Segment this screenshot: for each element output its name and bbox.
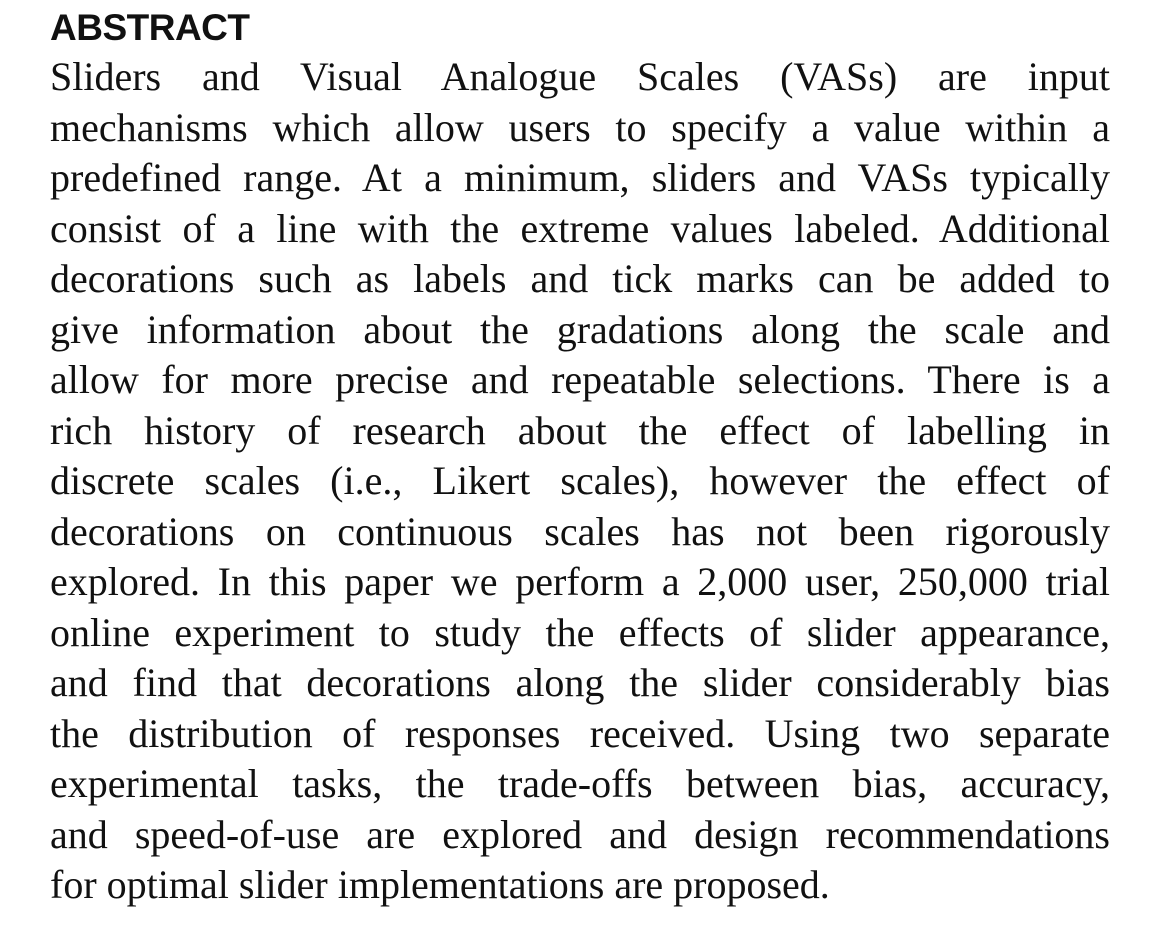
abstract-line: online experiment to study the effects of slider appearance, (50, 609, 1110, 655)
abstract-line: rich history of research about the effect of labelling in (50, 407, 1110, 453)
abstract-line: consist of a line with the extreme values labeled. Additional (50, 205, 1110, 251)
abstract-line: allow for more precise and repeatable selections. There is a (50, 357, 1110, 402)
abstract-line: for optimal slider implementations are proposed. (50, 862, 830, 907)
abstract-body (50, 52, 1110, 911)
abstract-line: give information about the gradations along the scale and (50, 306, 1110, 352)
abstract-line: mechanisms which allow users to specify a value within a (50, 104, 1110, 150)
abstract-line: explored. In this paper we perform a 2,000 user, 250,000 trial (50, 559, 1110, 604)
abstract-line: decorations on continuous scales has not been rigorously (50, 508, 1110, 554)
abstract-line: the distribution of responses received. Using two separate (50, 710, 1110, 756)
section-heading: ABSTRACT (50, 7, 250, 48)
abstract-line: and find that decorations along the slider considerably bias (50, 660, 1110, 705)
abstract-line: Sliders and Visual Analogue Scales (VASs) are input (50, 54, 1110, 99)
abstract-line: predefined range. At a minimum, sliders and VASs typically (50, 155, 1110, 200)
abstract-line: decorations such as labels and tick marks can be added to (50, 256, 1110, 301)
abstract-line: discrete scales (i.e., Likert scales), however the effect of (50, 458, 1110, 503)
abstract-section (50, 6, 1110, 911)
abstract-line: experimental tasks, the trade-offs between bias, accuracy, (50, 761, 1110, 806)
abstract-line: and speed-of-use are explored and design recommendations (50, 811, 1110, 857)
